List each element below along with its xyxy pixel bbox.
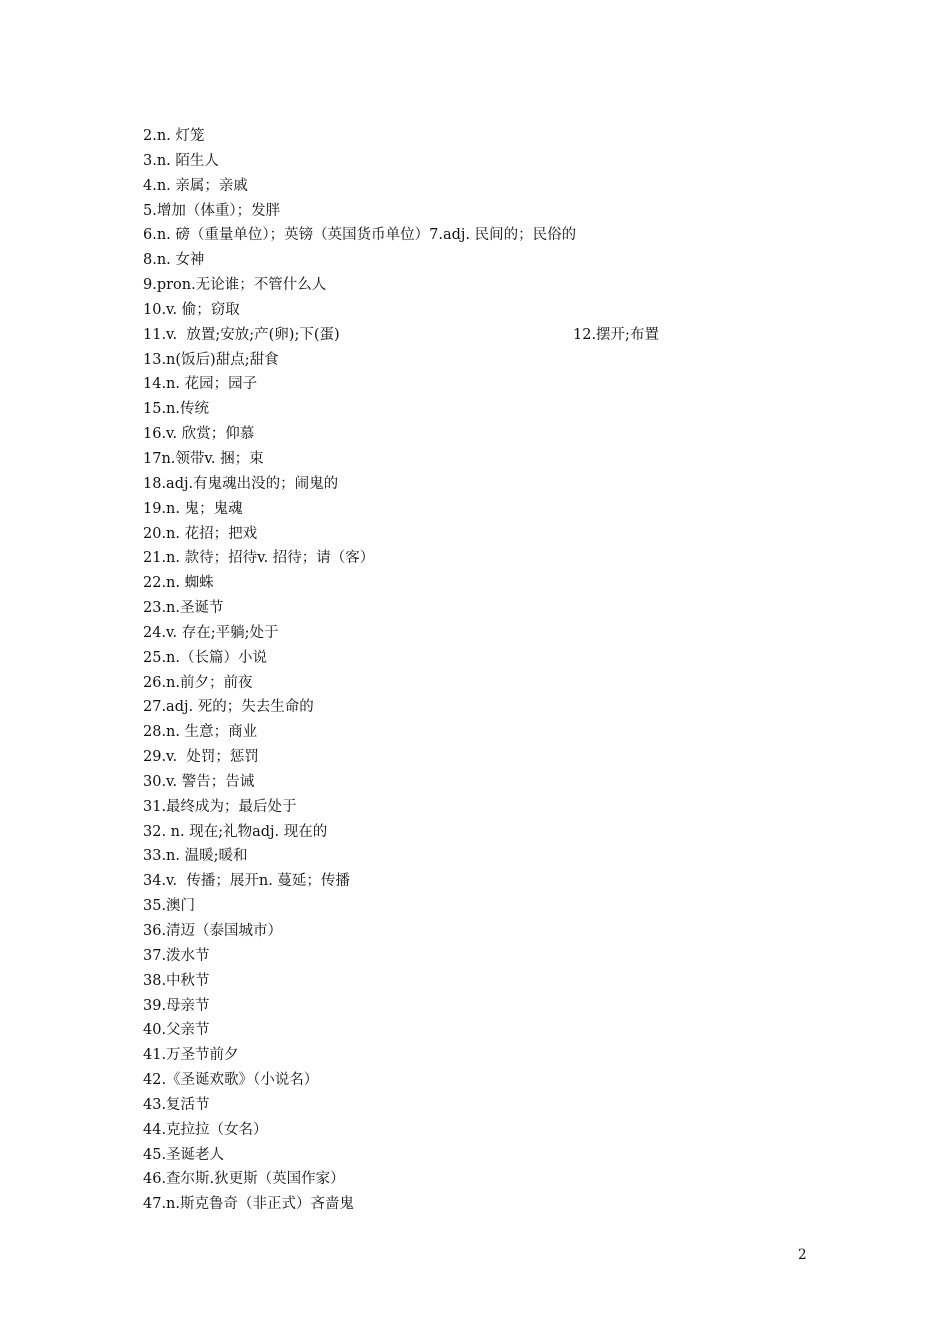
vocabulary-entry-text: 20.n. 花招；把戏 bbox=[143, 525, 258, 542]
vocabulary-entry-text: 8.n. 女神 bbox=[143, 252, 205, 269]
vocabulary-entry-text: 34.v. 传播；展开n. 蔓延；传播 bbox=[143, 873, 350, 890]
vocabulary-entry-text: 43.复活节 bbox=[143, 1096, 210, 1113]
vocabulary-line bbox=[143, 671, 843, 696]
vocabulary-line bbox=[143, 770, 843, 795]
vocabulary-line bbox=[143, 919, 843, 944]
vocabulary-line bbox=[143, 298, 843, 323]
vocabulary-line bbox=[143, 944, 843, 969]
vocabulary-line bbox=[143, 348, 843, 373]
vocabulary-entry-text: 32. n. 现在;礼物adj. 现在的 bbox=[143, 823, 328, 840]
vocabulary-entry-text: 18.adj.有鬼魂出没的；闹鬼的 bbox=[143, 475, 339, 492]
vocabulary-line bbox=[143, 323, 843, 348]
vocabulary-line bbox=[143, 174, 843, 199]
vocabulary-line bbox=[143, 1118, 843, 1143]
vocabulary-line bbox=[143, 1018, 843, 1043]
vocabulary-entry-text: 23.n.圣诞节 bbox=[143, 600, 224, 617]
vocabulary-entry-text: 37.泼水节 bbox=[143, 947, 210, 964]
vocabulary-line bbox=[143, 124, 843, 149]
vocabulary-line bbox=[143, 894, 843, 919]
vocabulary-line bbox=[143, 1192, 843, 1217]
vocabulary-line bbox=[143, 994, 843, 1019]
vocabulary-line bbox=[143, 248, 843, 273]
vocabulary-entry-text: 44.克拉拉（女名） bbox=[143, 1121, 268, 1138]
vocabulary-line bbox=[143, 795, 843, 820]
vocabulary-line bbox=[143, 869, 843, 894]
vocabulary-line bbox=[143, 422, 843, 447]
vocabulary-line bbox=[143, 199, 843, 224]
vocabulary-entry-text: 5.增加（体重）；发胖 bbox=[143, 202, 281, 219]
vocabulary-entry-text: 42.《圣诞欢歌》（小说名） bbox=[143, 1072, 319, 1089]
vocabulary-entry-text: 10.v. 偷；窃取 bbox=[143, 301, 240, 318]
vocabulary-entry-text: 47.n.斯克鲁奇（非正式）吝啬鬼 bbox=[143, 1196, 355, 1213]
vocabulary-entry-text: 30.v. 警告；告诫 bbox=[143, 773, 255, 790]
vocabulary-entry-text: 3.n. 陌生人 bbox=[143, 152, 219, 169]
vocabulary-entry-text: 16.v. 欣赏；仰慕 bbox=[143, 426, 255, 443]
vocabulary-list bbox=[143, 124, 843, 1217]
vocabulary-line bbox=[143, 1143, 843, 1168]
vocabulary-entry-text: 2.n. 灯笼 bbox=[143, 128, 205, 144]
vocabulary-line bbox=[143, 522, 843, 547]
vocabulary-entry-text: 35.澳门 bbox=[143, 898, 196, 915]
vocabulary-entry-text: 9.pron.无论谁；不管什么人 bbox=[143, 277, 327, 294]
vocabulary-line bbox=[143, 447, 843, 472]
vocabulary-line bbox=[143, 546, 843, 571]
vocabulary-entry-text: 25.n.（长篇）小说 bbox=[143, 649, 268, 666]
vocabulary-line bbox=[143, 969, 843, 994]
vocabulary-entry-text: 13.n(饭后)甜点;甜食 bbox=[143, 351, 279, 368]
vocabulary-entry-text: 39.母亲节 bbox=[143, 997, 210, 1014]
page-number: 2 bbox=[798, 1247, 807, 1263]
vocabulary-line bbox=[143, 695, 843, 720]
vocabulary-line bbox=[143, 372, 843, 397]
vocabulary-entry-text: 41.万圣节前夕 bbox=[143, 1047, 239, 1064]
vocabulary-entry-text: 6.n. 磅（重量单位）；英镑（英国货币单位）7.adj. 民间的；民俗的 bbox=[143, 227, 577, 244]
vocabulary-entry-text: 15.n.传统 bbox=[143, 401, 210, 418]
vocabulary-line bbox=[143, 1068, 843, 1093]
vocabulary-line bbox=[143, 621, 843, 646]
vocabulary-entry-text: 19.n. 鬼；鬼魂 bbox=[143, 500, 243, 517]
vocabulary-entry-extra: 12.摆开;布置 bbox=[573, 326, 659, 343]
vocabulary-line bbox=[143, 571, 843, 596]
vocabulary-line bbox=[143, 1093, 843, 1118]
vocabulary-line bbox=[143, 820, 843, 845]
vocabulary-line bbox=[143, 472, 843, 497]
vocabulary-entry-text: 17n.领带v. 捆；束 bbox=[143, 450, 264, 467]
vocabulary-line bbox=[143, 745, 843, 770]
vocabulary-line bbox=[143, 397, 843, 422]
vocabulary-line bbox=[143, 223, 843, 248]
vocabulary-entry-text: 36.清迈（泰国城市） bbox=[143, 923, 283, 939]
vocabulary-entry-text: 11.v. 放置;安放;产(卵);下(蛋) bbox=[143, 326, 340, 343]
vocabulary-entry-text: 33.n. 温暖;暖和 bbox=[143, 848, 248, 865]
vocabulary-line bbox=[143, 149, 843, 174]
vocabulary-line bbox=[143, 1167, 843, 1192]
vocabulary-entry-text: 26.n.前夕；前夜 bbox=[143, 674, 253, 691]
vocabulary-line bbox=[143, 720, 843, 745]
vocabulary-entry-text: 28.n. 生意；商业 bbox=[143, 724, 258, 741]
vocabulary-line bbox=[143, 273, 843, 298]
vocabulary-entry-text: 27.adj. 死的；失去生命的 bbox=[143, 699, 314, 716]
vocabulary-line bbox=[143, 596, 843, 621]
vocabulary-entry-text: 14.n. 花园；园子 bbox=[143, 376, 258, 393]
vocabulary-entry-text: 31.最终成为；最后处于 bbox=[143, 798, 297, 815]
vocabulary-entry-text: 4.n. 亲属；亲戚 bbox=[143, 177, 248, 194]
vocabulary-entry-text: 38.中秋节 bbox=[143, 972, 210, 989]
vocabulary-entry-text: 46.查尔斯.狄更斯（英国作家） bbox=[143, 1171, 345, 1188]
vocabulary-entry-text: 21.n. 款待；招待v. 招待；请（客） bbox=[143, 550, 375, 567]
vocabulary-entry-text: 45.圣诞老人 bbox=[143, 1146, 225, 1163]
vocabulary-entry-text: 29.v. 处罚；惩罚 bbox=[143, 749, 259, 766]
vocabulary-line bbox=[143, 497, 843, 522]
vocabulary-entry-text: 40.父亲节 bbox=[143, 1022, 210, 1039]
vocabulary-line bbox=[143, 844, 843, 869]
vocabulary-line bbox=[143, 1043, 843, 1068]
vocabulary-line bbox=[143, 646, 843, 671]
vocabulary-entry-text: 24.v. 存在;平躺;处于 bbox=[143, 624, 279, 641]
vocabulary-entry-text: 22.n. 蜘蛛 bbox=[143, 575, 214, 592]
